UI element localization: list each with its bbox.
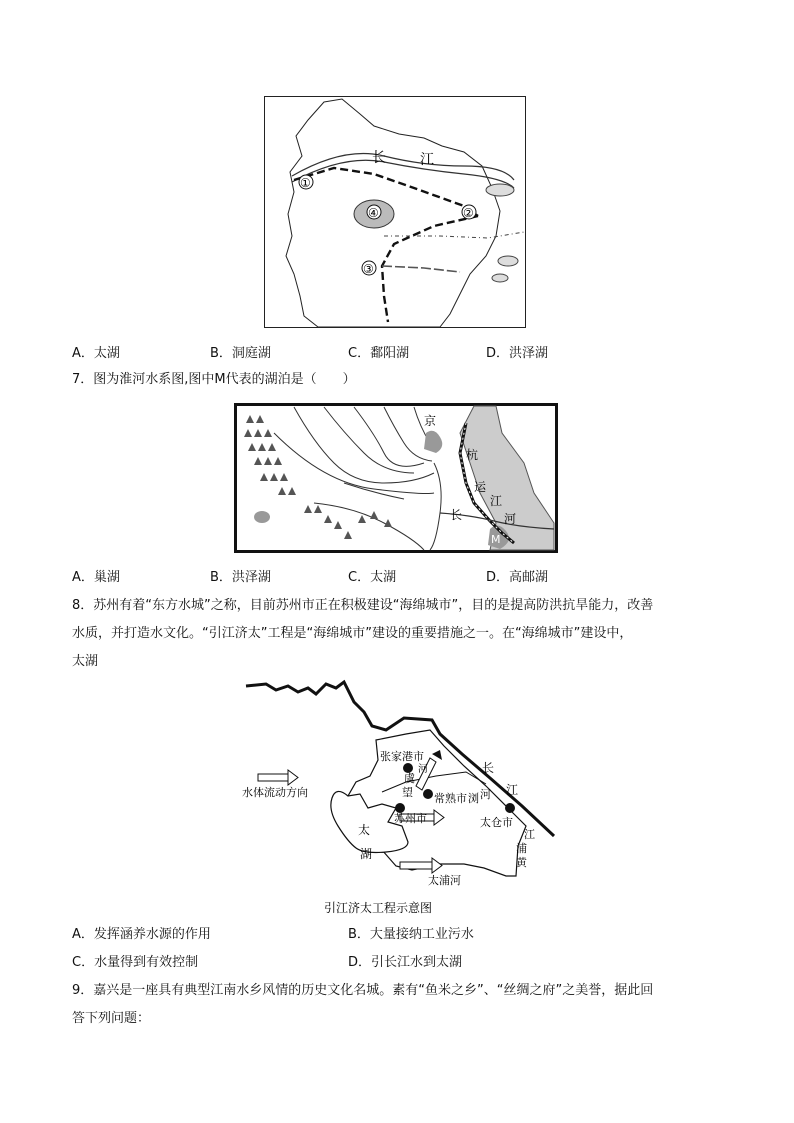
q7-stem: 7．图为淮河水系图,图中M代表的湖泊是（ ） [72,372,356,387]
q7-option-d[interactable]: D．高邮湖 [486,570,549,585]
label-yu: 虞 [404,772,415,785]
q8-option-d[interactable]: D．引长江水到太湖 [348,955,463,970]
q9-stem-line1: 9．嘉兴是一座具有典型江南水乡风情的历史文化名城。素有“鱼米之乡”、“丝绸之府”之美誉，据此回 [72,983,654,998]
q9-stem-line2: 答下列问题： [72,1011,151,1026]
label-river-jiang1: 江 [506,783,519,797]
label-changshu: 常熟市 [434,792,467,805]
q7-option-c[interactable]: C．太湖 [348,570,397,585]
label-pu: 浦 [516,842,527,855]
label-taipu: 太浦河 [428,874,461,887]
label-hu: 湖 [360,847,373,861]
q8-option-c[interactable]: C．水量得到有效控制 [72,955,199,970]
marker-2: ② [463,206,474,220]
legend-label: 水体流动方向 [242,786,308,799]
q6-option-c[interactable]: C．鄱阳湖 [348,346,410,361]
q7-option-b[interactable]: B．洪泽湖 [210,570,271,585]
label-hang: 杭 [466,448,479,462]
q8-stem-line1: 8．苏州有着“东方水城”之称，目前苏州市正在积极建设“海绵城市”，目的是提高防洪抗旱能力，改善 [72,598,654,613]
yinjiang-jitai-figure [236,676,562,916]
taicang-dot [505,803,515,813]
huaihe-map [234,403,558,553]
label-zhangjiagang: 张家港市 [380,750,424,763]
jiangsu-map-figure [264,96,526,328]
label-tai: 太 [358,823,371,837]
label-river-he: 河 [480,788,491,801]
jiangsu-map [264,96,526,328]
label-jing: 京 [424,414,437,428]
flow-arrow-legend [258,770,298,785]
q8-options-row1 [72,925,732,945]
q8-stem-line2: 水质，并打造水文化。“引江济太”工程是“海绵城市”建设的重要措施之一。在“海绵城市”建设中， [72,626,633,641]
river-label-chang: 长 [372,150,386,166]
marker-3: ③ [363,262,374,276]
label-jiang: 江 [490,494,503,508]
q7-option-a[interactable]: A．巢湖 [72,570,120,585]
q6-option-a[interactable]: A．太湖 [72,346,120,361]
q8-option-a[interactable]: A．发挥涵养水源的作用 [72,927,211,942]
label-suzhou: 苏州市 [394,812,427,825]
label-river-jiang2: 江 [524,828,535,841]
marker-4: ④ [368,206,379,220]
island-1 [498,256,518,266]
label-he: 河 [504,512,517,526]
chongming-island [486,184,514,196]
label-liu: 浏 [468,792,479,805]
label-river-chang: 长 [482,761,495,775]
yinjiang-jitai-map [236,676,562,916]
changshu-dot [423,789,433,799]
marker-1: ① [300,176,311,190]
label-m: M [491,533,501,546]
label-huang: 黄 [516,856,527,869]
q6-option-b[interactable]: B．洞庭湖 [210,346,271,361]
huaihe-map-figure [234,403,558,553]
q7-options [72,568,732,588]
q6-option-d[interactable]: D．洪泽湖 [486,346,549,361]
label-yun: 运 [474,480,487,494]
q8-option-b[interactable]: B．大量接纳工业污水 [348,927,474,942]
figure-caption: 引江济太工程示意图 [324,901,433,915]
label-taicang: 太仓市 [480,816,513,829]
label-chang: 长 [450,508,463,522]
small-lake-west [254,511,270,523]
q8-options-row2 [72,953,732,973]
label-he-small: 河 [418,764,428,775]
q8-stem-line3: 太湖 [72,654,99,669]
island-2 [492,274,508,282]
label-wang: 望 [402,786,413,799]
river-label-jiang: 江 [420,152,434,168]
q6-options [72,344,732,364]
